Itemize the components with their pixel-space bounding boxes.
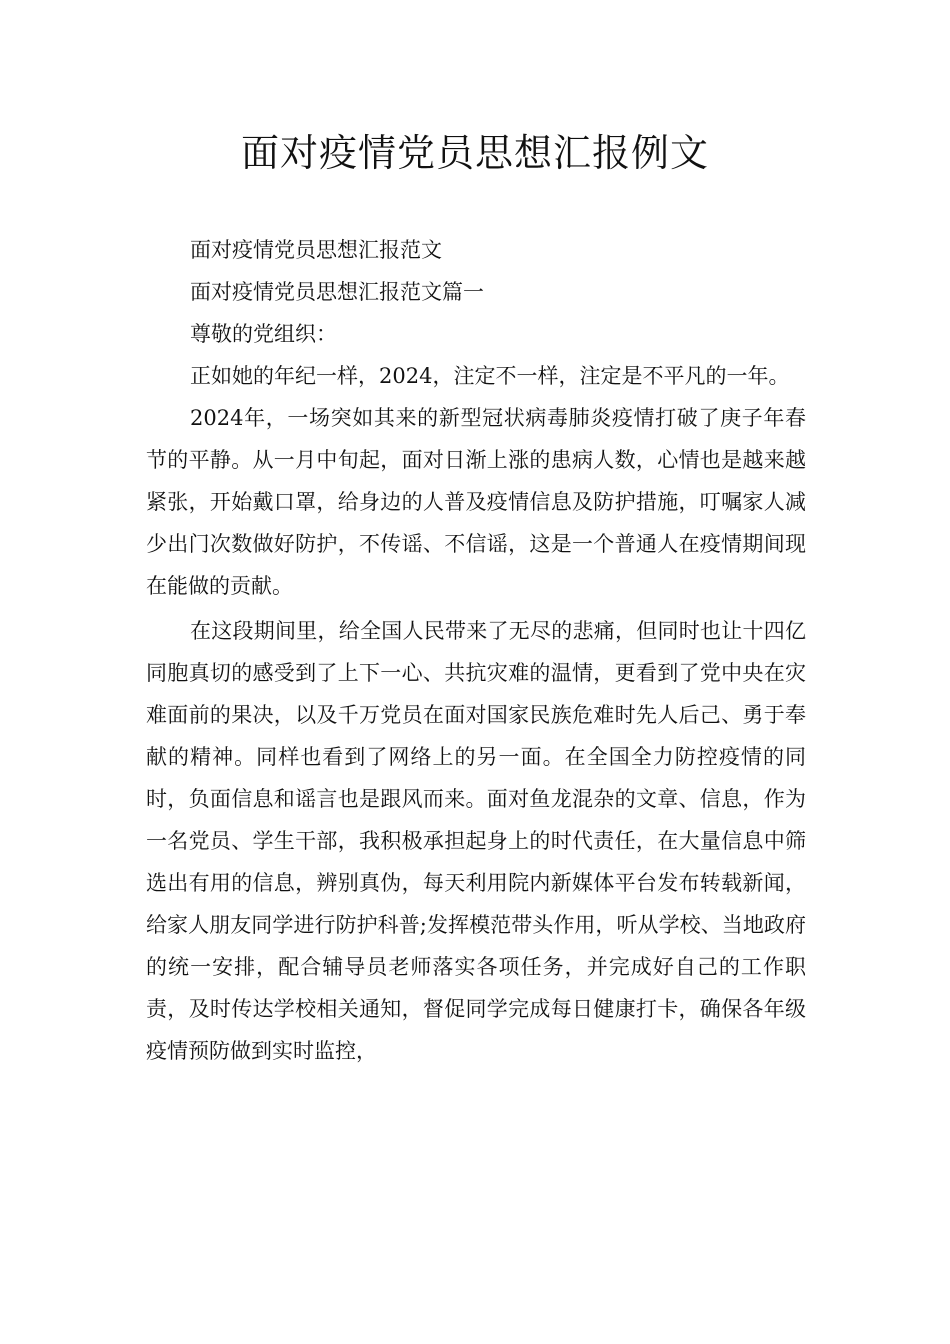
paragraph-salutation: 尊敬的党组织： — [190, 322, 337, 346]
paragraph-body-1: 2024年，一场突如其来的新型冠状病毒肺炎疫情打破了庚子年春节的平静。从一月中旬起，面对日渐上涨的患病人数，心情也是越来越紧张，开始戴口罩，给身边的人普及疫情信息及防护措施，叮嘱家人减少出门次数做好防护，不传谣、不信谣，这是一个普通人在疫情期间现在能做的贡献。 — [146, 406, 806, 598]
paragraph-section-heading: 面对疫情党员思想汇报范文篇一 — [190, 280, 484, 304]
paragraph-intro: 正如她的年纪一样，2024，注定不一样，注定是不平凡的一年。 — [190, 364, 790, 388]
paragraph-body-2: 在这段期间里，给全国人民带来了无尽的悲痛，但同时也让十四亿同胞真切的感受到了上下一心、共抗灾难的温情，更看到了党中央在灾难面前的果决，以及千万党员在面对国家民族危难时先人后己、勇于奉献的精神。同样也看到了网络上的另一面。在全国全力防控疫情的同时，负面信息和谣言也是跟风而来。面对鱼龙混杂的文章、信息，作为一名党员、学生干部，我积极承担起身上的时代责任，在大量信息中筛选出有用的信息，辨别真伪，每天利用院内新媒体平台发布转载新闻，给家人朋友同学进行防护科普;发挥模范带头作用，听从学校、当地政府的统一安排，配合辅导员老师落实各项任务，并完成好自己的工作职责，及时传达学校相关通知，督促同学完成每日健康打卡，确保各年级疫情预防做到实时监控， — [146, 619, 806, 1063]
document-title: 面对疫情党员思想汇报例文 — [240, 131, 709, 175]
document-body — [146, 229, 806, 1072]
paragraph-subtitle: 面对疫情党员思想汇报范文 — [190, 238, 442, 262]
